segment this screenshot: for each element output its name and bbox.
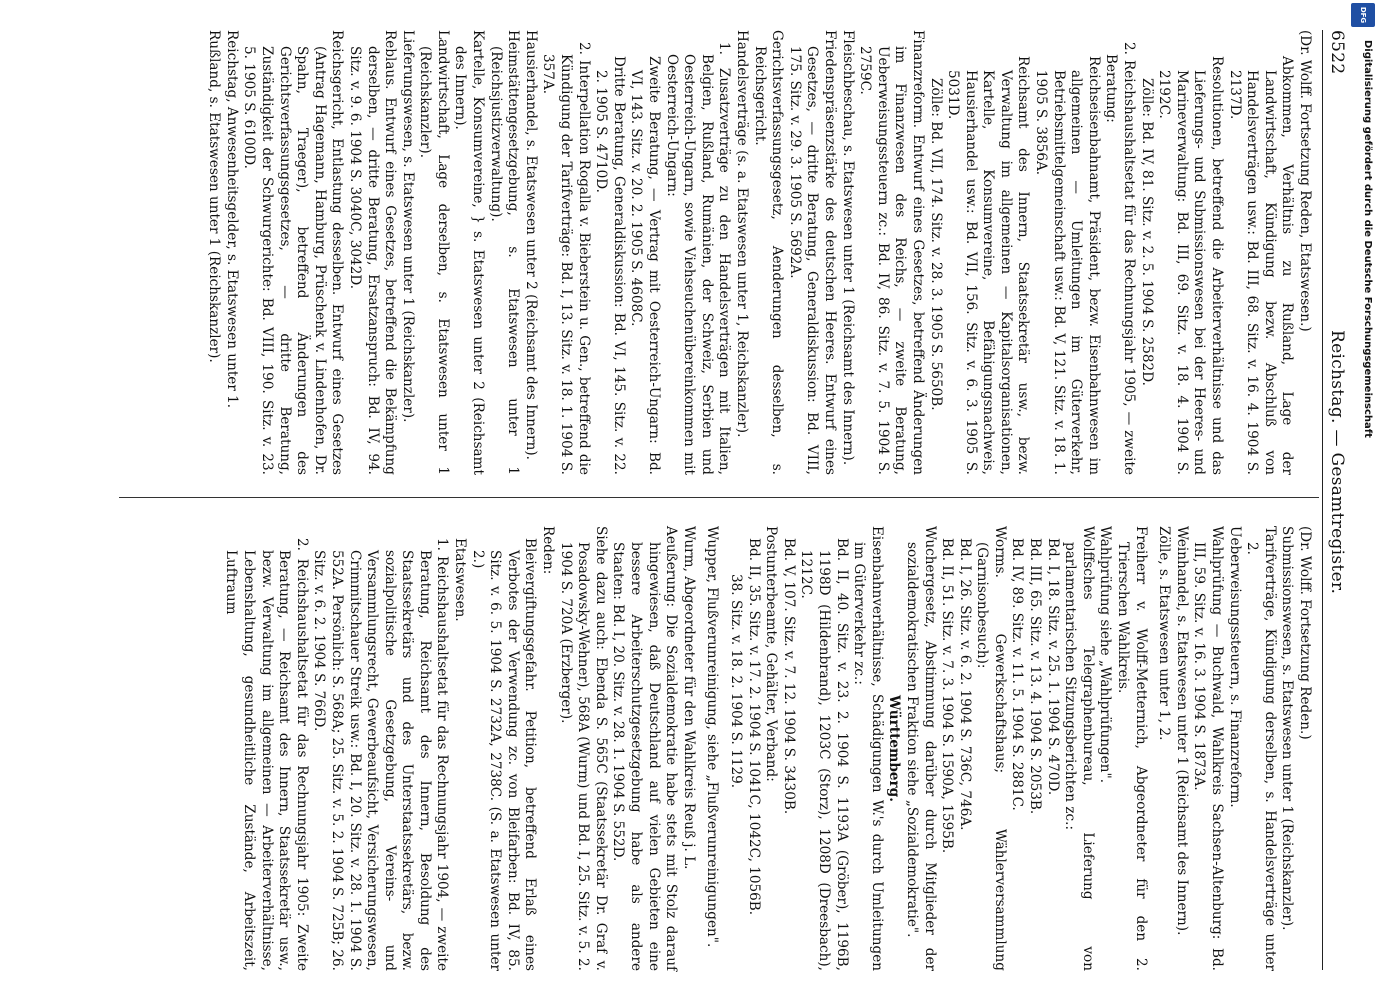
entry: Wahlprüfung — Buchwald, Wahlkreis Sachsen-Altenburg: Bd. III, 59. Sitz. v. 16. 3. 1904 S. 1873A. [1191,526,1226,971]
entry: Wuchergesetz, Abstimmung darüber durch Mitglieder der sozialdemokratischen Fraktion siehe „Sozialdemokratie". [903,526,938,971]
entry: 1. Zusatzverträge zu den Handelsverträgen mit Italien, Belgien, Rußland, Rumänien, der Schweiz, Serbien und Oesterreich-Ungarn, sowie Viehseuchenübereinkommen mit Oesterreich-Ungarn: [663,42,733,475]
entry: Heimstättengesetzgebung, s. Etatswesen unter 1 (Reichsjustizverwaltung). [487,30,522,475]
entry: Reichsamt des Innern, Staatssekretär usw., bezw. Verwaltung im allgemeinen — Kapitalsorganisationen, Kartelle, Konsumvereine, Befähigungsnachweis, Hausierhandel usw.: Bd. VII, 156. Sitz. v. 6. 3. 1905 S. 5031D. [945,56,1032,475]
entry: Freiherr v. Wolff-Metternich, Abgeordneter für den 2. Trierschen Wahlkreis. [1115,526,1149,971]
running-title: Reichstag. — Gesamtregister. [1327,330,1347,595]
entry: Bleivergiftungsgefahr. Petition, betreffend Erlaß eines Verbotes der Verwendung zc. von Bleifarben: Bd. IV, 85. Sitz. v. 6. 5. 1904 S. 2732A, 2738C. (S. a. Etatswesen unter 2.) [469,538,539,971]
entry: Wurm, Abgeordneter für den Wahlkreis Reuß j. L. [680,526,697,870]
entry: 2. Reichshaushaltsetat für das Rechnungsjahr 1905, — zweite Beratung: [1103,42,1138,475]
entry: Reichstag, Anwesenheitsgelder, s. Etatswesen unter 1. [223,30,240,409]
left-column [205,30,1313,475]
right-column [222,526,1313,971]
page-header [1322,30,1349,970]
entry: Zölle: Bd. IV, 81. Sitz. v. 2. 5. 1904 S. 2582D. [1138,78,1155,386]
entry: Reichseisenbahnamt, Präsident, bezw. Eisenbahnwesen im allgemeinen — Umleitungen im Güterverkehr, Betriebsmittelgemeinschaft usw.: Bd. V, 121. Sitz. v. 18. 1. 1905 S. 3856A. [1033,56,1102,475]
entry: 2. Reichshaushaltsetat für das Rechnungsjahr 1905: Zweite Beratung, — Reichsamt des Innern, Staatssekretär usw., bezw. Verwaltung im allgemeinen — Arbeiterverhältnisse, Lebenshaltung, gesundheitliche Zustände, Arbeitszeit, Luftraum [223,538,310,971]
entry: Fleischbeschau, s. Etatswesen unter 1 (Reichsamt des Innern). [839,30,856,466]
dfg-logo: DFG [1351,3,1375,27]
entry: Bd. I, 18. Sitz. v. 25. 1. 1904 S. 470D. [1044,538,1061,796]
entry: 2. Interpellation Rogalla v. Bieberstein u. Gen., betreffend die Kündigung der Tarifverträge: Bd. I, 13. Sitz. v. 18. 1. 1904 S. 357A. [540,42,592,475]
entry: Lieferungswesen, s. Etatswesen unter 1 (Reichskanzler). [399,30,416,423]
entry: Wolffsches Telegraphenbureau, Lieferung von parlamentarischen Sitzungsberichten zc.: [1062,526,1096,971]
entry: Wahlprüfung siehe „Wahlprüfungen". [1097,526,1114,784]
entry: Tarifverträge, Kündigung derselben, s. Handelsverträge unter 2. [1244,526,1278,971]
entry: Zölle: Bd. VII, 174. Sitz. v. 28. 3. 1905 S. 5650B. [927,78,944,411]
entry: (Dr. Wolff. Fortsetzung Reden, Etatswesen.) [1297,30,1313,332]
entry: Landwirtschaft, Lage derselben, s. Etatswesen unter 1 (Reichskanzler). [417,30,451,475]
entry: Rußland, s. Etatswesen unter 1 (Reichskanzler). [206,30,223,363]
entry: Wupper, Flußverunreinigung, siehe „Flußverunreinigungen". [704,526,721,948]
entry: 1. Reichshaushaltsetat für das Rechnungsjahr 1904, — zweite Beratung, Reichsamt des Innern, Besoldung des Staatssekretärs und des Unterstaatssekretärs, bezw. sozialpolitische Gesetzgebung, Vereins- und Versammlungsrecht, Gewerbeaufsicht, Versicherungswesen, Crimmitschauer Streik usw.: Bd. I, 20. Sitz. v. 28. 1. 1904 S. 552A. Persönlich: S. 568A; 25. Sitz. v. 5. 2. 1904 S. 725B; 26. Sitz. v. 6. 2. 1904 S. 766D. [311,538,451,971]
page-number: 6522 [1327,30,1347,75]
entry: Bd. II, 40. Sitz. v. 23. 2. 1904 S. 1193A (Gröber), 1196B, 1198D (Hildenbrand), 1203C (Storz), 1208D (Dreesbach), 1212C. [798,538,850,971]
entry: (Dr. Wolff. Fortsetzung Reden.) [1297,526,1313,740]
entry: Resolutionen, betreffend die Arbeiterverhältnisse und das Lieferungs- und Submissionswesen bei der Heeres- und Marineverwaltung: Bd. III, 69. Sitz. v. 18. 4. 1904 S. 2192C. [1156,56,1226,475]
entry: Bd. I, 26. Sitz. v. 6. 2. 1904 S. 736C, 746A. [956,538,973,831]
entry: Zweite Beratung, — Vertrag mit Oesterreich-Ungarn: Bd. VI, 143. Sitz. v. 20. 2. 1905 S. 4608C. [628,56,663,475]
entry: Reichsgericht, Entlastung desselben. Entwurf eines Gesetzes (Antrag Hagemann, Hamburg, Prüschenk v. Lindenhofen, Dr. Spahn, Traeger), betreffend Änderungen des Gerichtsverfassungsgesetzes, — dritte Beratung, Zuständigkeit der Schwurgerichte: Bd. VIII, 190. Sitz. v. 23. 5. 1905 S. 6100D. [241,30,346,475]
digitization-credit: Digitalisierung gefördert durch die Deutsche Forschungsgemeinschaft [1362,40,1373,438]
entry: Bd. II, 35. Sitz. v. 17. 2. 1904 S. 1041C, 1042C, 1056B. [745,538,762,916]
entry: Ueberweisungssteuern, s. Finanzreform. [1226,526,1243,808]
entry: Friedenspräsenzstärke des deutschen Heeres. Entwurf eines Gesetzes, — dritte Beratung, Generaldiskussion: Bd. VIII, 175. Sitz. v. 29. 3. 1905 S. 5692A. [786,30,838,475]
section-heading: Württemberg. [886,695,903,802]
column-divider [119,497,1319,498]
entry: Handelsverträge (s. a. Etatswesen unter 1, Reichskanzler). [734,30,750,438]
entry: Kartelle, Konsumvereine, } s. Etatswesen unter 2 (Reichsamt des Innern). [452,30,487,475]
entry: Zölle, s. Etatswesen unter 1, 2. [1156,526,1173,741]
entry: Finanzreform. Entwurf eines Gesetzes, betreffend Änderungen im Finanzwesen des Reichs, — zweite Beratung, Ueberweisungssteuern zc.: Bd. IV, 86. Sitz. v. 7. 5. 1904 S. 2759C. [857,30,926,475]
entry: Reden: [540,526,557,575]
entry: 38. Sitz. v. 18. 2. 1904 S. 1129. [728,574,744,789]
entry: Worms. Gewerkschaftshaus; Wählerversammlung (Garnisonbesuch): [974,526,1008,971]
entry: Etatswesen. [452,538,469,622]
entry: Dritte Beratung, Generaldiskussion: Bd. VI, 145. Sitz. v. 22. 2. 1905 S. 4710D. [593,56,627,475]
entry: Bd. IV, 89. Sitz. v. 11. 5. 1904 S. 2881C. [1009,538,1026,811]
entry: Gerichtsverfassungsgesetz, Aenderungen desselben, s. Reichsgericht. [751,30,786,475]
entry: Postunterbeamte, Gehälter, Verband: [763,526,780,782]
entry: Reblaus. Entwurf eines Gesetzes, betreffend die Bekämpfung derselben, — dritte Beratung, Ersatzanspruch: Bd. IV, 94. Sitz. v. 9. 6. 1904 S. 3040C, 3042D. [346,30,399,475]
digitization-credit-strip [1346,0,1383,1000]
entry: Abkommen, Verhältnis zu Rußland, Lage der Landwirtschaft, Kündigung bezw. Abschluß von Handelsverträgen usw.: Bd. III, 68. Sitz. v. 16. 4. 1904 S. 2137D. [1226,56,1296,475]
entry: Submissionswesen, s. Etatswesen unter 1 (Reichskanzler). [1279,526,1296,931]
entry: Siehe dazu auch: Ebenda S. 565C (Staatssekretär Dr. Graf v. Posadowsky-Wehner), 568A (Wurm) und Bd. I, 25. Sitz. v. 5. 2. 1904 S. 720A (Erzberger). [557,526,609,971]
entry: Weinhandel, s. Etatswesen unter 1 (Reichsamt des Innern). [1173,526,1190,936]
entry: Aeußerung: Die Sozialdemokratie habe stets mit Stolz darauf hingewiesen, daß Deutschland auf vielen Gebieten eine bessere Arbeiterschutzgesetzgebung habe als andere Staaten: Bd. I, 20. Sitz. v. 28. 1. 1904 S. 552D. [610,526,680,971]
entry: Hausierhandel, s. Etatswesen unter 2 (Reichsamt des Innern). [522,30,539,460]
entry: Bd. III, 65. Sitz. v. 13. 4. 1904 S. 2053B. [1027,538,1044,815]
entry: Bd. V, 107. Sitz. v. 7. 12. 1904 S. 3430B. [780,538,797,815]
entry: Eisenbahnverhältnisse, Schädigungen W.'s durch Umleitungen im Güterverkehr zc.: [851,526,885,971]
entry: Bd. II, 51. Sitz. v. 7. 3. 1904 S. 1590A, 1595B. [939,538,956,854]
